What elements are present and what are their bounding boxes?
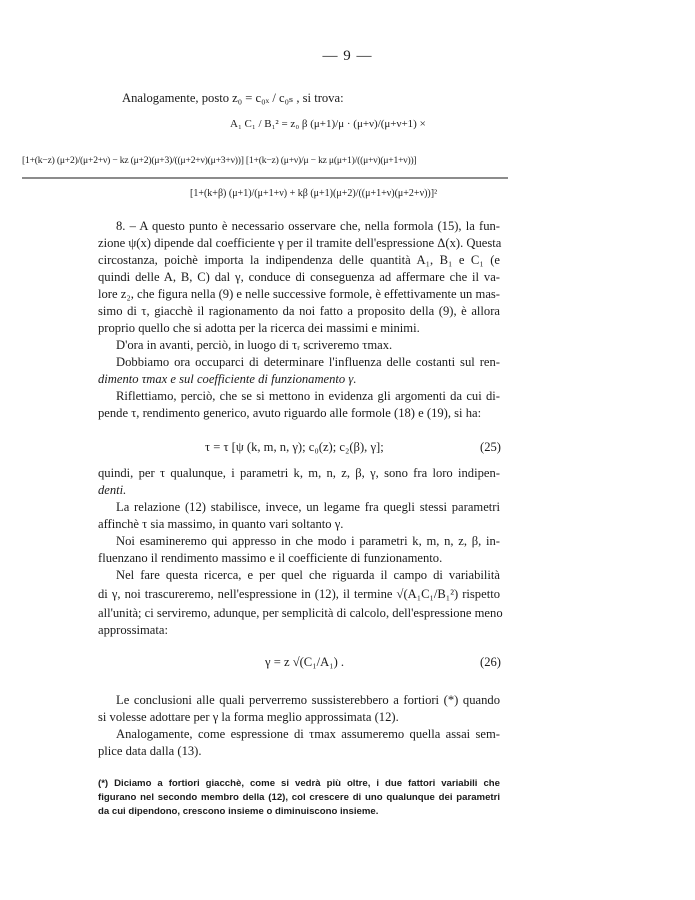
p8-line-5: lore z₂, che figura nella (9) e nelle successive formole, è effettivamente un mas-: [98, 287, 500, 301]
p8-line-1: 8. – A questo punto è necessario osservare che, nella formola (15), la fun-: [116, 219, 500, 233]
p-nel-line-4: approssimata:: [98, 623, 168, 637]
p8-line-2: zione ψ(x) dipende dal coefficiente γ per il tramite dell'espressione Δ(x). Questa: [98, 236, 502, 250]
p-dobb-line-1: Dobbiamo ora occuparci di determinare l'influenza delle costanti sul ren-: [116, 355, 500, 369]
p-rifl-line-1: Riflettiamo, perciò, che se si mettono in evidenza gli argomenti da cui di-: [116, 389, 500, 403]
equation-26: γ = z √(C₁/A₁) .: [265, 655, 345, 669]
p-analog2-line-1: Analogamente, come espressione di τmax assumeremo quella assai sem-: [116, 727, 500, 741]
p-quindi-line-1: quindi, per τ qualunque, i parametri k, m, n, z, β, γ, sono fra loro indipen-: [98, 466, 500, 480]
equation-top-line: A₁ C₁ / B₁² = z₀ β (μ+1)/μ · (μ+ν)/(μ+ν+1) ×: [230, 118, 426, 130]
p8-line-3: circostanza, poichè importa la indipendenza delle quantità A₁, B₁ e C₁ (e: [98, 253, 500, 267]
p-analog2-line-2: plice data dalla (13).: [98, 744, 202, 758]
p-nel-line-3: all'unità; ci serviremo, adunque, per semplicità di calcolo, dell'espressione meno: [98, 606, 503, 620]
p-noi-line-2: fluenzano il rendimento massimo e il coefficiente di funzionamento.: [98, 551, 443, 565]
p-rifl-line-2: pende τ, rendimento generico, avuto riguardo alle formole (18) e (19), si ha:: [98, 406, 482, 420]
p-concl-line-2: si volesse adottare per γ la forma meglio approssimata (12).: [98, 710, 399, 724]
footnote-line-1: (*) Diciamo a fortiori giacchè, come si vedrà più oltre, i due fattori variabili che: [98, 778, 500, 789]
p8-line-6: simo di τ, giacchè il ragionamento da noi fatto a proposito della (9), è allora: [98, 304, 500, 318]
equation-numerator: [1+(k−z) (μ+2)/(μ+2+ν) − kz (μ+2)(μ+3)/((μ+2+ν)(μ+3+ν))] [1+(k−z) (μ+ν)/μ − kz μ(μ+1)/((μ+ν)(μ+1+ν))]: [22, 155, 417, 166]
equation-25: τ = τ [ψ (k, m, n, γ); c₀(z); c₂(β), γ];: [205, 440, 384, 454]
p-nel-line-2: di γ, noi trascureremo, nell'espressione in (12), il termine √(A₁C₁/B₁²) rispetto: [98, 587, 500, 601]
p-rel-line-1: La relazione (12) stabilisce, invece, un legame fra quegli stessi parametri: [116, 500, 500, 514]
p-dobb-italic: dimento τmax e sul coefficiente di funzionamento γ.: [98, 372, 357, 386]
equation-25-number: (25): [480, 440, 501, 454]
p8-line-4: quindi delle A, B, C) dal γ, conduce di conseguenza ad affermare che il va-: [98, 270, 500, 284]
p-quindi-line-2: [98, 482, 500, 498]
p-dobb-line-2: [98, 371, 500, 387]
equation-denominator: [1+(k+β) (μ+1)/(μ+1+ν) + kβ (μ+1)(μ+2)/((μ+1+ν)(μ+2+ν))]²: [190, 188, 438, 199]
footnote-line-2: figurano nel secondo membro della (12), col crescere di uno qualunque dei parametri: [98, 792, 500, 803]
p-dora: D'ora in avanti, perciò, in luogo di τᵣ scriveremo τmax.: [116, 338, 393, 352]
p-quindi-italic: denti.: [98, 483, 127, 497]
p-concl-line-1: Le conclusioni alle quali perverremo sussisterebbero a fortiori (*) quando: [116, 693, 500, 707]
p-nel-line-1: Nel fare questa ricerca, e per quel che riguarda il campo di variabilità: [116, 568, 500, 582]
page-number: — 9 —: [322, 48, 373, 64]
footnote-line-3: da cui dipendono, crescono insieme o diminuiscono insieme.: [98, 806, 379, 817]
p-noi-line-1: Noi esamineremo qui appresso in che modo i parametri k, m, n, z, β, in-: [116, 534, 500, 548]
p-rel-line-2: affinchè τ sia massimo, in quanto vari soltanto γ.: [98, 517, 344, 531]
p8-line-7: proprio quello che si adotta per la ricerca dei massimi e minimi.: [98, 321, 420, 335]
analog-intro-line: Analogamente, posto z₀ = c₀ₓ / c₀ₛ , si trova:: [122, 91, 344, 105]
equation-26-number: (26): [480, 655, 501, 669]
